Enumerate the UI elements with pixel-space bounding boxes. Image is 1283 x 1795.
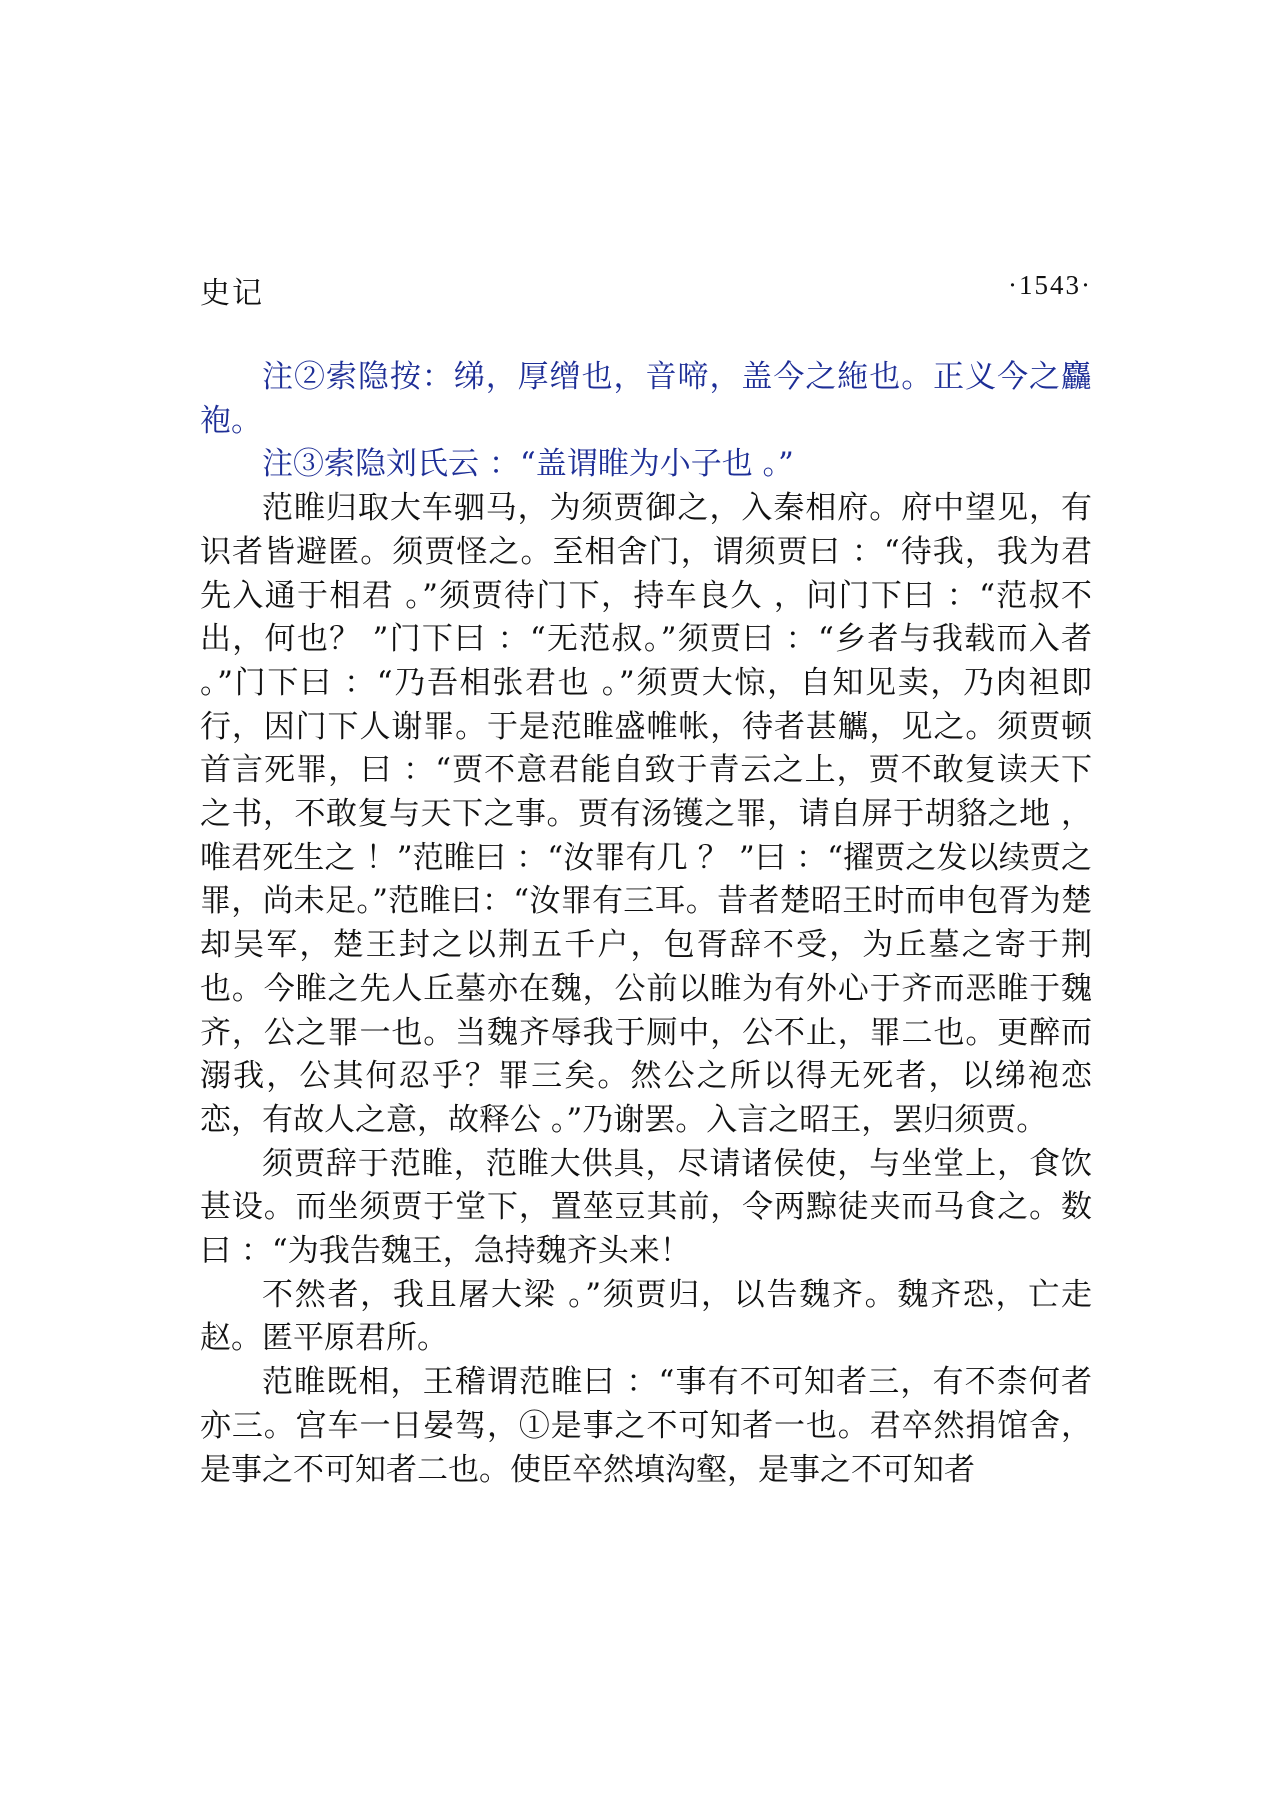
- annotation-paragraph: 注③索隐刘氏云 ：“盖谓睢为小子也 。”: [262, 446, 794, 483]
- annotation-paragraph: 注②索隐按：绨，厚缯也，音啼，盖今之絁也。正义今之麤袍。: [200, 359, 1092, 439]
- text-paragraph: 范睢归取大车驷马，为须贾御之，入秦相府。府中望见，有识者皆避匿。须贾怪之。至相舍门，谓须贾曰 ：“待我，我为君先入通于相君 。”须贾待门下，持车良久 ，问门下曰 ：“范叔不出，何也？ ”门下曰 ：“无范叔。”须贾曰 ：“乡者与我载而入者 。”门下曰 ：“乃吾相张君也 。”须贾大惊，自知见卖，乃肉袒即行，因门下人谢罪。于是范睢盛帷帐，待者甚觽，见之。须贾顿首言死罪，曰 ：“贾不意君能自致于青云之上，贾不敢复读天下之书，不敢复与天下之事。贾有汤镬之罪，请自屏于胡貉之地 ，唯君死生之 ！”范睢曰 ：“汝罪有几 ？ ”曰 ：“擢贾之发以续贾之罪，尚未足。”范睢曰：“汝罪有三耳。昔者楚昭王时而申包胥为楚却吴军，楚王封之以荆五千户，包胥辞不受，为丘墓之寄于荆也。今睢之先人丘墓亦在魏，公前以睢为有外心于齐而恶睢于魏齐，公之罪一也。当魏齐辱我于厕中，公不止，罪二也。更醉而溺我，公其何忍乎？罪三矣。然公之所以得无死者，以绨袍恋恋，有故人之意，故释公 。”乃谢罢。入言之昭王，罢归须贾。: [200, 490, 1092, 1138]
- text-paragraph: 范睢既相，王稽谓范睢曰 ：“事有不可知者三，有不柰何者亦三。宫车一日晏驾，①是事之不可知者一也。君卒然捐馆舍，是事之不可知者二也。使臣卒然填沟壑，是事之不可知者: [200, 1364, 1092, 1488]
- page-number: ·1543·: [1008, 270, 1092, 300]
- page-body: [200, 356, 1092, 1492]
- book-title: 史记: [200, 276, 264, 311]
- text-paragraph: 不然者，我且屠大梁 。”须贾归，以告魏齐。魏齐恐，亡走赵。匿平原君所。: [200, 1276, 1092, 1357]
- text-paragraph: 须贾辞于范睢，范睢大供具，尽请诸侯使，与坐堂上，食饮甚设。而坐须贾于堂下，置莝豆其前，令两黥徒夹而马食之。数曰 ：“为我告魏王，急持魏齐头来！: [200, 1145, 1092, 1270]
- page-header: [200, 268, 1092, 312]
